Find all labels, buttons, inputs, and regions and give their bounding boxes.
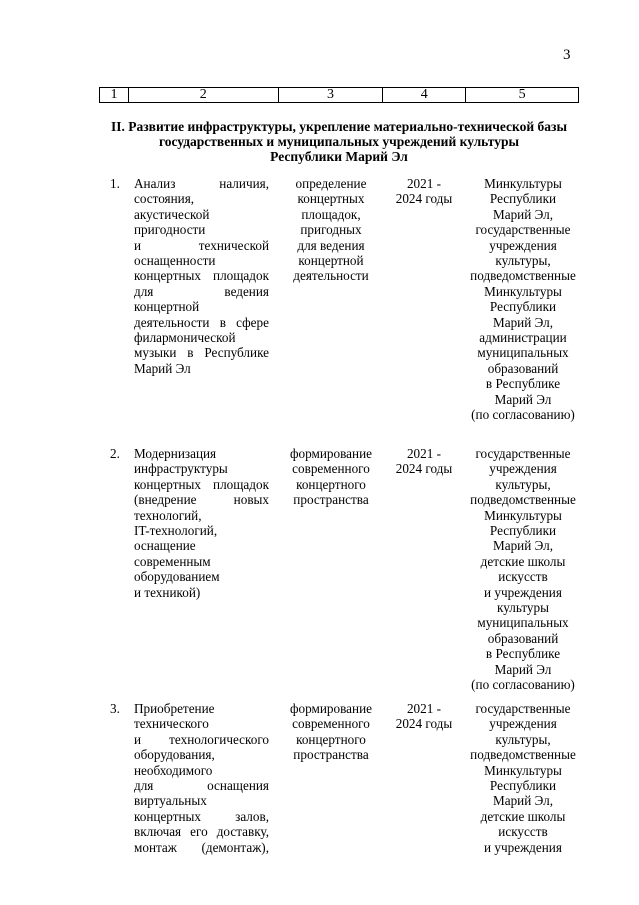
text-line: (по согласованию) (471, 677, 575, 693)
text-line: концертных (297, 191, 365, 207)
column-header-5: 5 (466, 88, 579, 103)
text-line: культуры, (495, 253, 551, 269)
measure-name-cell (134, 446, 269, 600)
text-line: администрации (479, 330, 567, 346)
text-line: определение (295, 176, 367, 191)
text-line: включая его доставку, (134, 824, 269, 840)
text-line: пространства (293, 747, 369, 763)
expected-result-cell (285, 446, 377, 508)
text-line: в Республике (485, 646, 561, 662)
text-line: пространства (293, 492, 369, 508)
deadline-cell (393, 176, 455, 207)
text-line: Республики (489, 778, 557, 794)
text-line: акустической (134, 206, 210, 222)
responsible-cell (466, 446, 580, 693)
text-line: Минкультуры (484, 507, 562, 523)
column-header-table (99, 87, 579, 103)
text-line: Анализ наличия, (134, 176, 269, 191)
text-line: Республики (489, 523, 557, 539)
text-line: и учреждения (484, 839, 562, 855)
text-line: 2021 - (406, 701, 442, 716)
text-line: государственные (475, 222, 571, 238)
text-line: современным (134, 553, 211, 569)
row-number: 1. (110, 176, 120, 191)
text-line: Минкультуры (484, 762, 562, 778)
text-line: искусств (498, 569, 548, 585)
text-line: государственные (475, 446, 571, 461)
text-line: Марий Эл (134, 360, 191, 376)
text-line: инфраструктуры (134, 461, 228, 477)
text-line: формирование (290, 701, 372, 716)
text-line: 2024 годы (395, 716, 453, 732)
text-line: детские школы (480, 808, 566, 824)
text-line: современного (292, 716, 370, 732)
text-line: концертной (134, 299, 200, 315)
text-line: детские школы (480, 553, 566, 569)
text-line: для ведения (297, 237, 365, 253)
text-line: культуры, (495, 476, 551, 492)
text-line: пригодных (300, 222, 362, 238)
text-line: и технологического (134, 731, 269, 747)
text-line: Приобретение (134, 701, 215, 716)
text-line: подведомственные (470, 492, 576, 508)
text-line: образований (487, 630, 559, 646)
text-line: концертных площадок (134, 268, 269, 284)
responsible-cell (466, 176, 580, 423)
text-line: (внедрение новых (134, 492, 269, 508)
text-line: Республики (489, 191, 557, 207)
text-line: 2021 - (406, 176, 442, 191)
text-line: подведомственные (470, 747, 576, 763)
text-line: образований (487, 360, 559, 376)
text-line: формирование (290, 446, 372, 461)
text-line: Модернизация (134, 446, 217, 461)
text-line: IT-технологий, (134, 522, 218, 538)
responsible-cell (466, 701, 580, 855)
text-line: Марий Эл, (493, 314, 553, 330)
row-number: 3. (110, 701, 120, 716)
text-line: Марий Эл, (493, 206, 553, 222)
expected-result-cell (285, 701, 377, 763)
text-line: и техникой) (134, 584, 201, 600)
text-line: 2024 годы (395, 461, 453, 477)
text-line: Марий Эл (494, 661, 552, 677)
text-line: государственные (475, 701, 571, 716)
text-line: и учреждения (484, 584, 562, 600)
text-line: музыки в Республике (134, 345, 269, 361)
text-line: 2021 - (406, 446, 442, 461)
text-line: пригодности (134, 222, 206, 238)
row-number: 2. (110, 446, 120, 461)
text-line: в Республике (485, 376, 561, 392)
text-line: необходимого (134, 762, 213, 778)
text-line: виртуальных (134, 793, 207, 809)
expected-result-cell (285, 176, 377, 284)
text-line: для оснащения (134, 777, 269, 793)
column-header-1: 1 (100, 88, 129, 103)
text-line: для ведения (134, 283, 269, 299)
text-line: Минкультуры (484, 283, 562, 299)
measure-name-cell (134, 701, 269, 855)
text-line: современного (292, 461, 370, 477)
text-line: оснащение (134, 538, 196, 554)
text-line: оборудованием (134, 569, 220, 585)
section-title (99, 119, 579, 164)
text-line: муниципальных (477, 345, 569, 361)
section-title-line: II. Развитие инфраструктуры, укрепление материально-технической базы (110, 119, 568, 134)
column-header-2: 2 (128, 88, 278, 103)
text-line: учреждения (489, 237, 557, 253)
text-line: концертного (296, 731, 366, 747)
text-line: Марий Эл (494, 391, 552, 407)
text-line: подведомственные (470, 268, 576, 284)
text-line: технологий, (134, 507, 202, 523)
text-line: филармонической (134, 329, 236, 345)
text-line: концертных залов, (134, 808, 269, 824)
text-line: площадок, (301, 206, 361, 222)
text-line: культуры, (495, 731, 551, 747)
text-line: оснащенности (134, 252, 216, 268)
text-line: состояния, (134, 191, 195, 207)
text-line: Минкультуры (484, 176, 562, 191)
measure-name-cell (134, 176, 269, 376)
page-number: 3 (563, 47, 571, 63)
text-line: деятельности в сфере (134, 314, 269, 330)
deadline-cell (393, 446, 455, 477)
text-line: учреждения (489, 716, 557, 732)
column-header-3: 3 (278, 88, 383, 103)
text-line: концертной (298, 253, 364, 269)
text-line: деятельности (293, 268, 369, 284)
text-line: (по согласованию) (471, 407, 575, 423)
text-line: концертных площадок (134, 476, 269, 492)
text-line: Марий Эл, (493, 538, 553, 554)
text-line: искусств (498, 824, 548, 840)
text-line: Марий Эл, (493, 793, 553, 809)
text-line: оборудования, (134, 747, 215, 763)
text-line: Республики (489, 299, 557, 315)
section-title-line: государственных и муниципальных учреждений культуры (158, 134, 520, 149)
text-line: 2024 годы (395, 191, 453, 207)
column-header-4: 4 (383, 88, 466, 103)
text-line: технического (134, 716, 209, 732)
text-line: муниципальных (477, 615, 569, 631)
text-line: концертного (296, 476, 366, 492)
section-title-line: Республики Марий Эл (270, 149, 408, 164)
text-line: монтаж (демонтаж), (134, 839, 269, 855)
text-line: учреждения (489, 461, 557, 477)
text-line: культуры (497, 600, 549, 616)
text-line: и технической (134, 237, 269, 253)
deadline-cell (393, 701, 455, 732)
